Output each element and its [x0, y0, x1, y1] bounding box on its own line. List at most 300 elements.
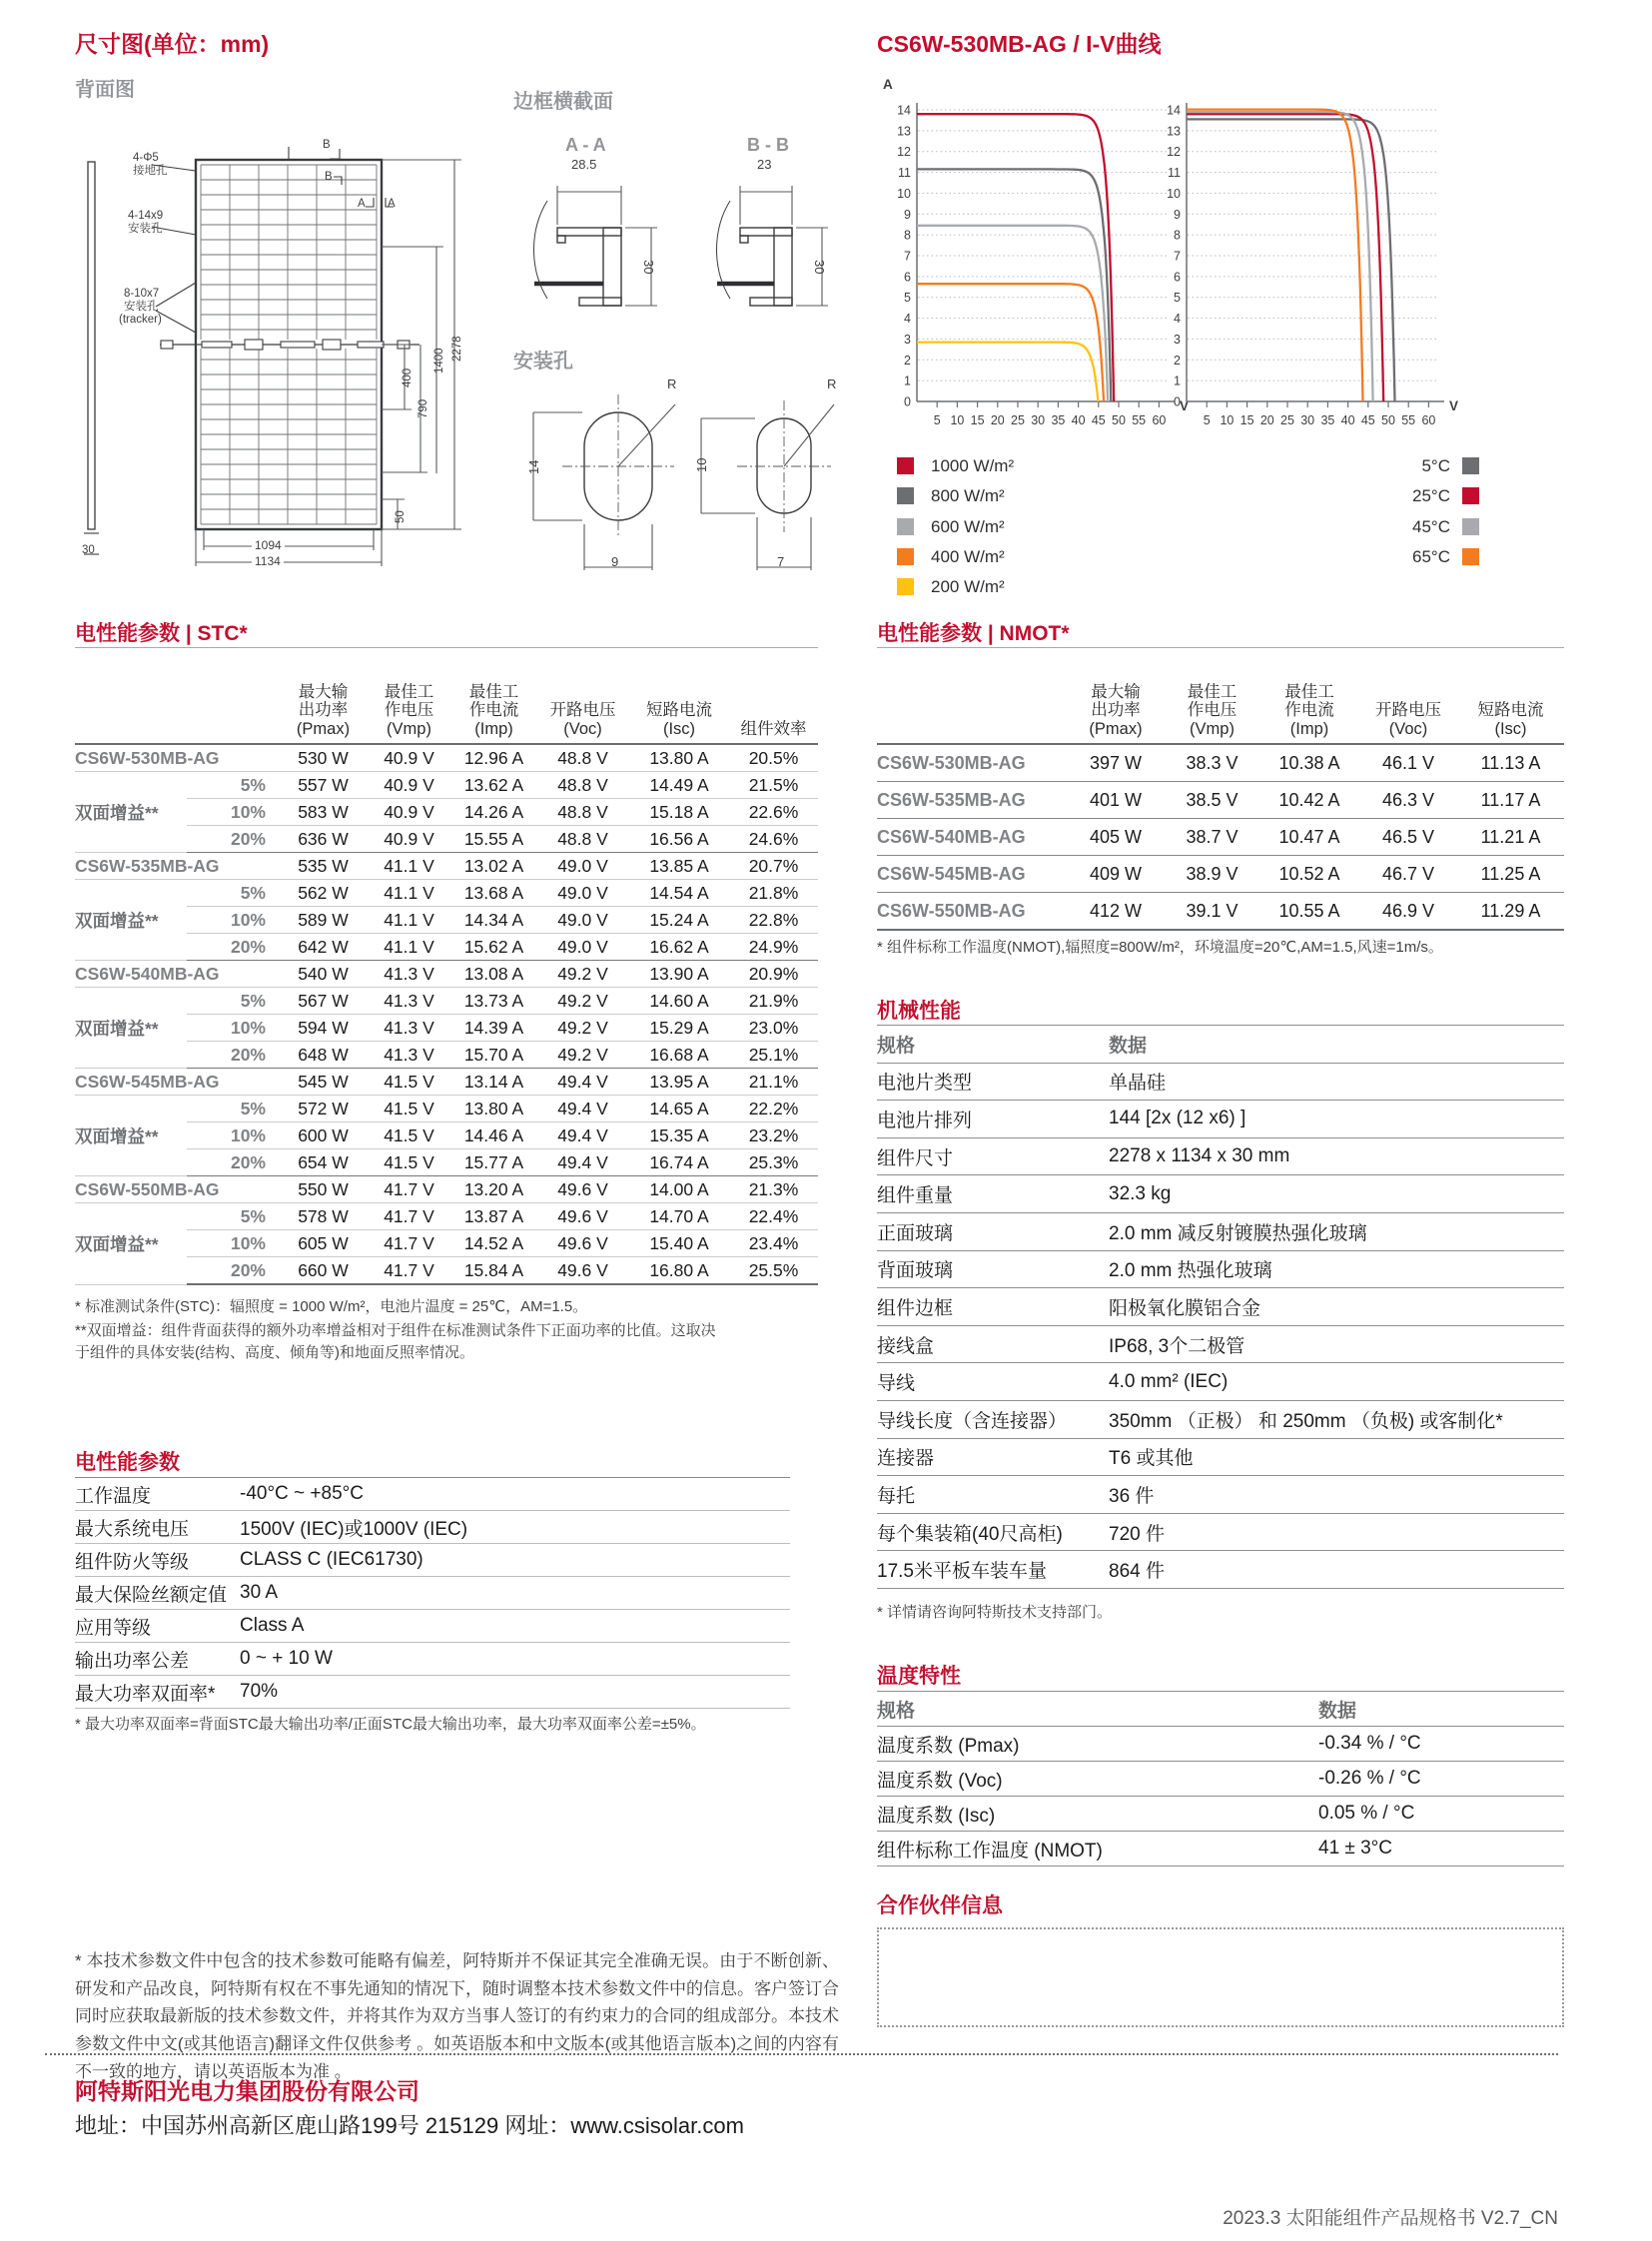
- stc-cell: 21.8%: [729, 880, 818, 907]
- nmot-cell: 46.1 V: [1359, 744, 1457, 782]
- stc-cell: 21.5%: [729, 772, 818, 799]
- stc-cell: 20.9%: [729, 961, 818, 988]
- stc-cell: 49.0 V: [536, 880, 629, 907]
- chart-tick-label: 9: [1174, 207, 1181, 222]
- stc-cell: 550 W: [280, 1176, 367, 1203]
- temperature-label: 组件标称工作温度 (NMOT): [877, 1832, 1318, 1867]
- diagram-label: B: [323, 139, 331, 151]
- stc-gain-percent: 5%: [187, 988, 280, 1015]
- stc-cell: 41.1 V: [367, 853, 451, 880]
- stc-cell: 41.3 V: [367, 961, 451, 988]
- stc-cell: 13.87 A: [451, 1203, 536, 1230]
- nmot-column-header: 最佳工 作电流 (Imp): [1259, 648, 1359, 745]
- legend-swatch: [1462, 457, 1479, 474]
- stc-gain-percent: 20%: [187, 1257, 280, 1285]
- stc-column-header: 短路电流 (Isc): [629, 648, 729, 745]
- mechanical-value: 单晶硅: [1109, 1063, 1564, 1101]
- diagram-label: A - A: [565, 135, 606, 155]
- stc-gain-percent: 10%: [187, 799, 280, 826]
- stc-cell: 589 W: [280, 907, 367, 934]
- electrical-label: 最大系统电压: [75, 1511, 240, 1544]
- diagram-label: R: [827, 376, 837, 391]
- stc-cell: 545 W: [280, 1069, 367, 1096]
- temperature-label: 温度系数 (Voc): [877, 1762, 1318, 1797]
- stc-cell: 49.0 V: [557, 936, 608, 957]
- stc-cell: 13.90 A: [629, 961, 729, 988]
- stc-cell: 49.2 V: [536, 961, 629, 988]
- stc-cell: 41.1 V: [384, 936, 434, 957]
- iv-curve: [917, 114, 1114, 401]
- mechanical-row: [877, 1063, 1564, 1101]
- mechanical-value: 144 [2x (12 x6) ]: [1109, 1101, 1564, 1138]
- diagram-label: 790: [417, 398, 429, 418]
- stc-cell: 13.73 A: [451, 988, 536, 1015]
- chart-tick-label: A: [883, 77, 893, 92]
- iv-curve: [1187, 112, 1373, 401]
- electrical-footnote: * 最大功率双面率=背面STC最大输出功率/正面STC最大输出功率，最大功率双面率公差=±5%。: [75, 1716, 706, 1733]
- nmot-footnote: * 组件标称工作温度(NMOT),辐照度=800W/m²，环境温度=20℃,AM=1.5,风速=1m/s。: [877, 939, 1443, 956]
- stc-cell: 22.2%: [729, 1096, 818, 1122]
- partner-box: [877, 1927, 1564, 2027]
- stc-cell: 15.29 A: [629, 1015, 729, 1042]
- nmot-cell: 46.3 V: [1359, 782, 1457, 819]
- stc-row: [75, 961, 818, 988]
- stc-gain-percent: 5%: [187, 1096, 280, 1122]
- stc-cell: 41.1 V: [367, 907, 451, 934]
- electrical-row: [75, 1478, 790, 1511]
- mechanical-label: 连接器: [877, 1438, 1109, 1476]
- stc-row: [75, 880, 818, 907]
- nmot-cell: 38.3 V: [1165, 744, 1259, 782]
- stc-cell: 12.96 A: [451, 744, 536, 772]
- chart-tick-label: 15: [1239, 413, 1254, 427]
- chart-tick-label: 5: [904, 291, 911, 306]
- mechanical-value: 36 件: [1109, 1476, 1564, 1514]
- chart-tick-label: 25: [1011, 413, 1025, 427]
- mechanical-row: [877, 1363, 1564, 1401]
- stc-section-title: 电性能参数 | STC*: [75, 622, 248, 645]
- mechanical-row: [877, 1101, 1564, 1138]
- stc-row: [75, 1203, 818, 1230]
- stc-gain-percent: 5%: [187, 772, 280, 799]
- nmot-section-title: 电性能参数 | NMOT*: [877, 622, 1070, 645]
- nmot-cell: 10.47 A: [1259, 819, 1359, 856]
- page-title: 尺寸图(单位：mm): [75, 31, 270, 57]
- electrical-row: [75, 1610, 790, 1643]
- stc-bifacial-gain-label: 双面增益**: [75, 1096, 187, 1176]
- stc-cell: 49.2 V: [557, 1044, 608, 1065]
- mechanical-header-row: [877, 1026, 1564, 1064]
- legend-label: 65°C: [1412, 546, 1450, 566]
- chart-tick-label: 60: [1152, 413, 1167, 427]
- stc-gain-percent: 5%: [187, 880, 280, 907]
- stc-footnote-1: * 标准测试条件(STC)：辐照度 = 1000 W/m²，电池片温度 = 25℃，AM=1.5。: [75, 1298, 588, 1315]
- nmot-column-header: 最佳工 作电压 (Vmp): [1165, 648, 1259, 745]
- chart-tick-label: V: [1180, 398, 1190, 413]
- chart-tick-label: 55: [1401, 413, 1416, 427]
- stc-row: [75, 853, 818, 880]
- stc-cell: 49.2 V: [536, 988, 629, 1015]
- legend-label: 45°C: [1412, 516, 1450, 536]
- diagram-label: R: [667, 376, 677, 391]
- mechanical-section: [877, 1025, 1564, 1589]
- stc-cell: 13.95 A: [629, 1069, 729, 1096]
- stc-cell: 15.18 A: [629, 799, 729, 826]
- legend-label: 800 W/m²: [931, 486, 1005, 506]
- mechanical-row: [877, 1438, 1564, 1476]
- mechanical-label: 组件尺寸: [877, 1137, 1109, 1175]
- stc-cell: 49.4 V: [557, 1151, 608, 1172]
- diagram-label: 28.5: [571, 157, 597, 172]
- stc-cell: 20.7%: [729, 853, 818, 880]
- mechanical-table: [877, 1025, 1564, 1589]
- stc-cell: 22.8%: [729, 907, 818, 934]
- mechanical-label: 每个集装箱(40尺高柜): [877, 1513, 1109, 1551]
- mechanical-value: IP68, 3个二极管: [1109, 1325, 1564, 1363]
- diagram-label: 7: [777, 554, 785, 569]
- mechanical-value: T6 或其他: [1109, 1438, 1564, 1476]
- mechanical-row: [877, 1551, 1564, 1589]
- electrical-table: [75, 1477, 790, 1709]
- stc-cell: 530 W: [280, 744, 367, 772]
- iv-curve: [917, 343, 1098, 401]
- stc-cell: 23.2%: [729, 1122, 818, 1149]
- mechanical-row: [877, 1250, 1564, 1288]
- stc-cell: 14.60 A: [629, 988, 729, 1015]
- nmot-model-name: CS6W-540MB-AG: [877, 819, 1067, 856]
- stc-cell: 49.6 V: [536, 1203, 629, 1230]
- legend-label: 600 W/m²: [931, 516, 1005, 536]
- stc-cell: 41.5 V: [367, 1096, 451, 1122]
- company-name: 阿特斯阳光电力集团股份有限公司: [75, 2078, 419, 2104]
- stc-cell: 49.0 V: [536, 907, 629, 934]
- nmot-cell: 11.17 A: [1457, 782, 1564, 819]
- temperature-row: [877, 1797, 1564, 1832]
- stc-cell: 15.62 A: [463, 936, 524, 957]
- stc-cell: 41.7 V: [367, 1230, 451, 1257]
- diagram-label: 30: [641, 260, 656, 275]
- mechanical-row: [877, 1175, 1564, 1213]
- nmot-row: [877, 856, 1564, 893]
- diagram-label: 4-Φ5: [133, 152, 159, 164]
- stc-column-header: 最大输 出功率 (Pmax): [280, 648, 367, 745]
- chart-tick-label: 40: [1340, 413, 1355, 427]
- stc-model-name: CS6W-540MB-AG: [75, 961, 280, 988]
- mechanical-value: 4.0 mm² (IEC): [1109, 1363, 1564, 1401]
- mechanical-row: [877, 1137, 1564, 1175]
- stc-cell: 41.3 V: [367, 1015, 451, 1042]
- mechanical-row: [877, 1212, 1564, 1250]
- stc-cell: 13.20 A: [451, 1176, 536, 1203]
- stc-cell: 48.8 V: [557, 828, 608, 849]
- mechanical-label: 导线: [877, 1363, 1109, 1401]
- stc-cell: 25.1%: [748, 1044, 799, 1065]
- chart-tick-label: V: [1449, 398, 1459, 413]
- iv-curve: [917, 226, 1108, 401]
- chart-tick-label: 30: [1031, 413, 1046, 427]
- diagram-label: 安装孔: [124, 301, 159, 313]
- nmot-section: [877, 647, 1564, 931]
- chart-tick-label: 45: [1360, 413, 1375, 427]
- stc-cell: 16.62 A: [649, 936, 709, 957]
- diagram-label: 9: [611, 554, 619, 569]
- chart-tick-label: 13: [1167, 124, 1181, 139]
- stc-row: [75, 1122, 818, 1149]
- stc-cell: 25.5%: [729, 1257, 818, 1285]
- electrical-section: [75, 1477, 790, 1709]
- stc-bifacial-gain-label: 双面增益**: [75, 1203, 187, 1285]
- footer-divider: [45, 2053, 1558, 2055]
- temperature-row: [877, 1762, 1564, 1797]
- stc-table: [75, 647, 818, 1285]
- chart-tick-label: 2: [1174, 353, 1181, 368]
- stc-cell: 21.9%: [729, 988, 818, 1015]
- temperature-header-row: [877, 1692, 1564, 1727]
- stc-cell: 13.62 A: [451, 772, 536, 799]
- stc-cell: 40.9 V: [367, 772, 451, 799]
- stc-cell: 41.1 V: [367, 880, 451, 907]
- chart-tick-label: 10: [950, 413, 965, 427]
- stc-cell: 562 W: [280, 880, 367, 907]
- mechanical-value: 2.0 mm 减反射镀膜热强化玻璃: [1109, 1212, 1564, 1250]
- stc-cell: 22.6%: [729, 799, 818, 826]
- temperature-label: 温度系数 (Isc): [877, 1797, 1318, 1832]
- chart-tick-label: 5: [1174, 291, 1181, 306]
- stc-cell: 49.4 V: [536, 1122, 629, 1149]
- nmot-cell: 46.5 V: [1359, 819, 1457, 856]
- stc-cell: 557 W: [280, 772, 367, 799]
- mechanical-label: 接线盒: [877, 1325, 1109, 1363]
- diagram-label: 边框横截面: [513, 91, 613, 113]
- diagram-label: 30: [812, 260, 827, 275]
- stc-cell: 14.46 A: [451, 1122, 536, 1149]
- legend-swatch: [897, 487, 914, 504]
- stc-cell: 15.40 A: [629, 1230, 729, 1257]
- mechanical-label: 正面玻璃: [877, 1212, 1109, 1250]
- stc-bifacial-gain-label: 双面增益**: [75, 988, 187, 1069]
- mechanical-label: 导线长度（含连接器）: [877, 1400, 1109, 1438]
- stc-cell: 15.77 A: [463, 1151, 524, 1172]
- legend-swatch: [1462, 548, 1479, 565]
- diagram-label: 14: [526, 459, 541, 474]
- stc-cell: 636 W: [298, 828, 349, 849]
- stc-column-header: 最佳工 作电流 (Imp): [451, 648, 536, 745]
- legend-swatch: [1462, 487, 1479, 504]
- stc-cell: 16.74 A: [649, 1151, 709, 1172]
- chart-tick-label: 12: [897, 145, 911, 160]
- chart-tick-label: 12: [1167, 145, 1181, 160]
- stc-cell: 15.70 A: [463, 1044, 524, 1065]
- stc-row: [75, 744, 818, 772]
- stc-cell: 22.4%: [729, 1203, 818, 1230]
- legend-swatch: [897, 548, 914, 565]
- nmot-cell: 46.9 V: [1359, 893, 1457, 931]
- temperature-row: [877, 1727, 1564, 1762]
- chart-tick-label: 2: [904, 353, 911, 368]
- electrical-row: [75, 1511, 790, 1544]
- stc-gain-percent: 20%: [230, 1151, 266, 1172]
- stc-cell: 23.0%: [729, 1015, 818, 1042]
- electrical-value: -40°C ~ +85°C: [240, 1478, 790, 1511]
- diagram-label: 1134: [252, 555, 284, 567]
- stc-model-name: CS6W-530MB-AG: [75, 744, 280, 772]
- nmot-cell: 401 W: [1067, 782, 1165, 819]
- temperature-header-cell: 规格: [877, 1692, 1318, 1727]
- electrical-value: 0 ~ + 10 W: [240, 1643, 790, 1676]
- legend-swatch: [897, 518, 914, 535]
- mechanical-label: 背面玻璃: [877, 1250, 1109, 1288]
- chart-tick-label: 35: [1320, 413, 1335, 427]
- mechanical-value: 2278 x 1134 x 30 mm: [1109, 1137, 1564, 1175]
- stc-cell: 16.56 A: [649, 828, 709, 849]
- diagram-label: 接地孔: [133, 165, 168, 177]
- stc-model-name: CS6W-545MB-AG: [75, 1069, 280, 1096]
- diagram-label: 1094: [252, 539, 285, 551]
- diagram-label: 400: [402, 368, 413, 387]
- electrical-label: 组件防火等级: [75, 1544, 240, 1577]
- stc-cell: 40.9 V: [367, 744, 451, 772]
- nmot-cell: 405 W: [1067, 819, 1165, 856]
- chart-tick-label: 4: [904, 312, 911, 327]
- stc-cell: 23.4%: [729, 1230, 818, 1257]
- temperature-row: [877, 1832, 1564, 1867]
- chart-tick-label: 55: [1132, 413, 1147, 427]
- stc-model-name: CS6W-550MB-AG: [75, 1176, 280, 1203]
- stc-column-header: 组件效率: [729, 648, 818, 745]
- nmot-model-name: CS6W-530MB-AG: [877, 744, 1067, 782]
- stc-gain-percent: 20%: [230, 1044, 266, 1065]
- partner-section-title: 合作伙伴信息: [877, 1894, 1003, 1917]
- stc-row: [75, 826, 818, 853]
- chart-tick-label: 3: [1174, 332, 1181, 347]
- stc-cell: 14.52 A: [451, 1230, 536, 1257]
- mechanical-header-cell: 数据: [1109, 1026, 1564, 1064]
- nmot-cell: 412 W: [1067, 893, 1165, 931]
- stc-cell: 24.9%: [748, 936, 799, 957]
- mechanical-label: 组件边框: [877, 1288, 1109, 1326]
- chart-tick-label: 20: [1259, 413, 1274, 427]
- stc-cell: 654 W: [298, 1151, 349, 1172]
- diagram-label: 50: [395, 510, 407, 523]
- nmot-cell: 39.1 V: [1165, 893, 1259, 931]
- electrical-label: 应用等级: [75, 1610, 240, 1643]
- chart-tick-label: 14: [897, 103, 911, 118]
- mechanical-value: 32.3 kg: [1109, 1175, 1564, 1213]
- electrical-value: 1500V (IEC)或1000V (IEC): [240, 1511, 790, 1544]
- chart-tick-label: 35: [1051, 413, 1066, 427]
- electrical-row: [75, 1577, 790, 1610]
- stc-cell: 13.80 A: [629, 744, 729, 772]
- mechanical-row: [877, 1325, 1564, 1363]
- stc-gain-percent: 10%: [187, 907, 280, 934]
- temperature-value: 41 ± 3°C: [1318, 1832, 1564, 1867]
- chart-tick-label: 25: [1280, 413, 1294, 427]
- stc-cell: 49.6 V: [536, 1176, 629, 1203]
- stc-cell: 578 W: [280, 1203, 367, 1230]
- nmot-column-header: 开路电压 (Voc): [1359, 648, 1457, 745]
- stc-cell: 48.8 V: [536, 799, 629, 826]
- nmot-cell: 10.55 A: [1259, 893, 1359, 931]
- stc-cell: 15.35 A: [629, 1122, 729, 1149]
- electrical-row: [75, 1643, 790, 1676]
- nmot-row: [877, 782, 1564, 819]
- stc-cell: 572 W: [280, 1096, 367, 1122]
- mechanical-section-title: 机械性能: [877, 1000, 961, 1023]
- stc-cell: 16.68 A: [649, 1044, 709, 1065]
- stc-row: [75, 1096, 818, 1122]
- stc-cell: 605 W: [280, 1230, 367, 1257]
- nmot-cell: 46.7 V: [1359, 856, 1457, 893]
- stc-cell: 16.80 A: [629, 1257, 729, 1285]
- stc-cell: 21.3%: [729, 1176, 818, 1203]
- stc-cell: 41.5 V: [367, 1069, 451, 1096]
- stc-cell: 49.0 V: [536, 853, 629, 880]
- mechanical-label: 电池片类型: [877, 1063, 1109, 1101]
- chart-tick-label: 15: [970, 413, 985, 427]
- stc-cell: 48.8 V: [536, 744, 629, 772]
- stc-cell: 15.55 A: [463, 828, 524, 849]
- stc-cell: 49.2 V: [536, 1015, 629, 1042]
- document-version: 2023.3 太阳能组件产品规格书 V2.7_CN: [1223, 2208, 1558, 2229]
- chart-tick-label: 30: [1300, 413, 1315, 427]
- stc-gain-percent: 20%: [230, 828, 266, 849]
- electrical-label: 输出功率公差: [75, 1643, 240, 1676]
- electrical-label: 最大保险丝额定值: [75, 1577, 240, 1610]
- stc-row: [75, 1015, 818, 1042]
- chart-tick-label: 11: [898, 166, 911, 181]
- temperature-table: [877, 1691, 1564, 1867]
- stc-cell: 13.85 A: [629, 853, 729, 880]
- chart-tick-label: 0: [1174, 394, 1181, 409]
- chart-tick-label: 5: [933, 413, 941, 427]
- stc-cell: 14.00 A: [629, 1176, 729, 1203]
- nmot-cell: 11.21 A: [1457, 819, 1564, 856]
- diagram-label: (tracker): [119, 314, 162, 326]
- stc-cell: 14.70 A: [629, 1203, 729, 1230]
- chart-tick-label: 8: [1174, 228, 1181, 243]
- stc-row: [75, 1069, 818, 1096]
- stc-cell: 14.34 A: [451, 907, 536, 934]
- stc-row: [75, 1230, 818, 1257]
- stc-column-header: 开路电压 (Voc): [536, 648, 629, 745]
- stc-row: [75, 1176, 818, 1203]
- iv-chart-title: CS6W-530MB-AG / I-V曲线: [877, 31, 1162, 57]
- diagram-label: 4-14x9: [128, 210, 164, 222]
- nmot-row: [877, 744, 1564, 782]
- mechanical-row: [877, 1476, 1564, 1514]
- temperature-header-cell: 数据: [1318, 1692, 1564, 1727]
- diagram-label: 10: [694, 457, 709, 472]
- stc-gain-percent: 10%: [187, 1122, 280, 1149]
- chart-tick-label: 11: [1168, 166, 1181, 181]
- nmot-model-name: CS6W-550MB-AG: [877, 893, 1067, 931]
- mechanical-label: 组件重量: [877, 1175, 1109, 1213]
- stc-row: [75, 1149, 818, 1176]
- temperature-value: 0.05 % / °C: [1318, 1797, 1564, 1832]
- mechanical-value: 864 件: [1109, 1551, 1564, 1589]
- stc-cell: 642 W: [298, 936, 349, 957]
- diagram-label: A: [388, 198, 396, 210]
- chart-tick-label: 1: [904, 374, 911, 388]
- stc-model-name: CS6W-535MB-AG: [75, 853, 280, 880]
- mechanical-row: [877, 1400, 1564, 1438]
- mechanical-value: 阳极氧化膜铝合金: [1109, 1288, 1564, 1326]
- stc-cell: 41.7 V: [367, 1203, 451, 1230]
- chart-tick-label: 45: [1091, 413, 1106, 427]
- stc-row: [75, 907, 818, 934]
- stc-header-blank: [75, 648, 280, 745]
- nmot-cell: 11.25 A: [1457, 856, 1564, 893]
